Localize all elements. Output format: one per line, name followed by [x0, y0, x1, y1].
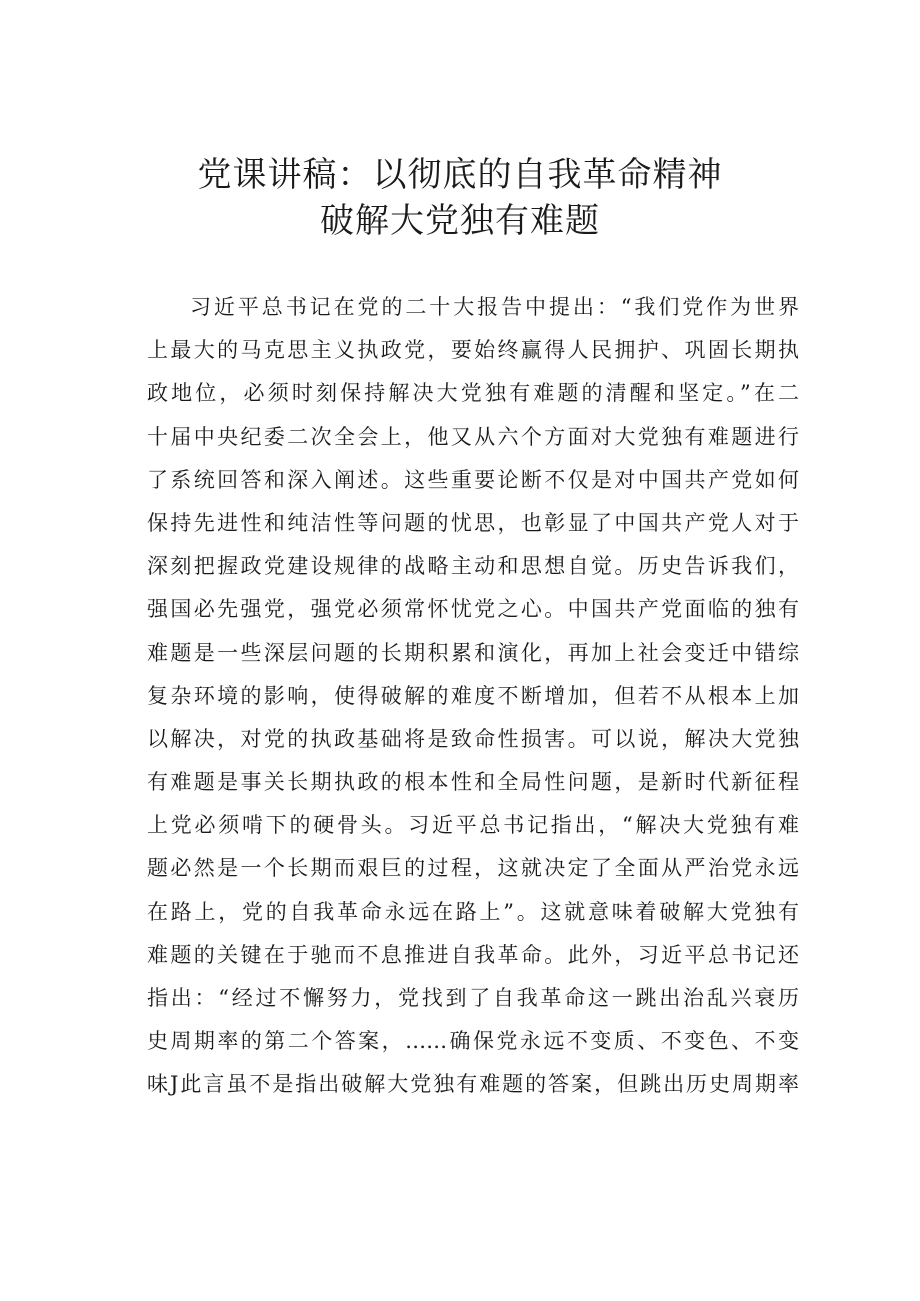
body-line: 难题的关键在于驰而不息推进自我革命。此外，习近平总书记还: [147, 942, 799, 967]
body-line: 习近平总书记在党的二十大报告中提出：“我们党作为世界: [190, 295, 799, 319]
body-line: 上党必须啃下的硬骨头。习近平总书记指出，“解决大党独有难: [147, 813, 799, 838]
body-line: 上最大的马克思主义执政党，要始终赢得人民拥护、巩固长期执: [147, 338, 799, 363]
title-line-1: 党课讲稿：以彻底的自我革命精神: [197, 155, 723, 195]
document-title: [0, 152, 920, 244]
body-line: 史周期率的第二个答案，……确保党永远不变质、不变色、不变: [147, 1029, 799, 1054]
body-line: 保持先进性和纯洁性等问题的忧思，也彰显了中国共产党人对于: [147, 510, 799, 535]
body-line: 难题是一些深层问题的长期积累和演化，再加上社会变迁中错综: [147, 640, 799, 665]
body-line: 题必然是一个长期而艰巨的过程，这就决定了全面从严治党永远: [147, 856, 799, 881]
body-line: 深刻把握政党建设规律的战略主动和思想自觉。历史告诉我们，: [147, 554, 799, 579]
body-line: 政地位，必须时刻保持解决大党独有难题的清醒和坚定。”在二: [147, 381, 799, 406]
body-line: 强国必先强党，强党必须常怀忧党之心。中国共产党面临的独有: [147, 597, 799, 622]
body-line: 了系统回答和深入阐述。这些重要论断不仅是对中国共产党如何: [147, 467, 799, 492]
document-body: [147, 286, 799, 1107]
body-line: 以解决，对党的执政基础将是致命性损害。可以说，解决大党独: [147, 726, 799, 751]
title-line-2: 破解大党独有难题: [320, 201, 600, 241]
body-line: 十届中央纪委二次全会上，他又从六个方面对大党独有难题进行: [147, 424, 799, 449]
body-line: 有难题是事关长期执政的根本性和全局性问题，是新时代新征程: [147, 770, 799, 795]
body-line: 在路上，党的自我革命永远在路上”。这就意味着破解大党独有: [147, 899, 799, 924]
body-line: 复杂环境的影响，使得破解的难度不断增加，但若不从根本上加: [147, 683, 799, 708]
body-line: 味J此言虽不是指出破解大党独有难题的答案，但跳出历史周期率: [147, 1072, 799, 1097]
body-line: 指出：“经过不懈努力，党找到了自我革命这一跳出治乱兴衰历: [147, 986, 799, 1010]
